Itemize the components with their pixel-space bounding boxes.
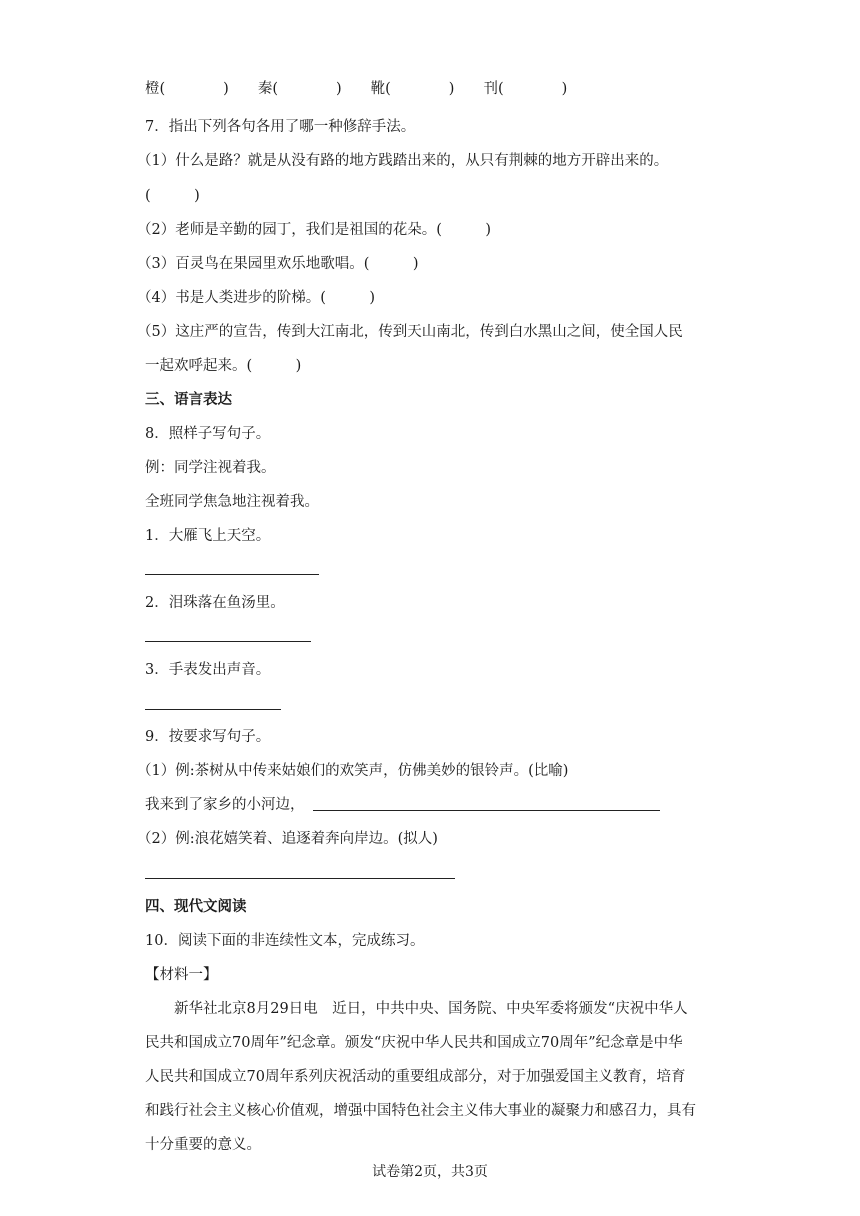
page-footer: 试卷第2页，共3页 xyxy=(372,1164,488,1180)
q8-answer-line-1[interactable] xyxy=(145,574,319,575)
section4-title: 四、现代文阅读 xyxy=(145,898,247,915)
material-paragraph-line-5: 十分重要的意义。 xyxy=(145,1137,261,1153)
q7-item-3: （3）百灵鸟在果园里欢乐地歌唱。( ) xyxy=(137,256,419,272)
q8-answer-line-3[interactable] xyxy=(145,709,281,710)
material-paragraph-line-2: 民共和国成立70周年”纪念章。颁发“庆祝中华人民共和国成立70周年”纪念章是中华 xyxy=(145,1035,683,1051)
q10-prompt: 10．阅读下面的非连续性文本，完成练习。 xyxy=(145,933,425,949)
material-paragraph-line-4: 和践行社会主义核心价值观，增强中国特色社会主义伟大事业的凝聚力和感召力，具有 xyxy=(145,1103,696,1119)
material-paragraph-line-1: 新华社北京8月29日电 近日，中共中央、国务院、中央军委将颁发“庆祝中华人 xyxy=(174,1001,688,1017)
q7-item-1: （1）什么是路？就是从没有路的地方践踏出来的，从只有荆棘的地方开辟出来的。 xyxy=(137,153,669,169)
q7-item-2: （2）老师是辛勤的园丁，我们是祖国的花朵。( ) xyxy=(137,222,492,238)
q7-item-4: （4）书是人类进步的阶梯。( ) xyxy=(137,290,376,306)
q9-item-2: （2）例:浪花嬉笑着、追逐着奔向岸边。(拟人) xyxy=(137,831,438,847)
q9-answer-line-2[interactable] xyxy=(145,878,455,879)
q8-item-2: 2．泪珠落在鱼汤里。 xyxy=(145,595,285,611)
q9-answer-line-1[interactable] xyxy=(313,810,660,811)
q8-example-1: 例：同学注视着我。 xyxy=(145,460,276,476)
section3-title: 三、语言表达 xyxy=(145,391,232,408)
q7-item-5: （5）这庄严的宣告，传到大江南北，传到天山南北，传到白水黑山之间，使全国人民 xyxy=(137,324,683,340)
q9-prompt: 9．按要求写句子。 xyxy=(145,729,271,745)
q8-answer-line-2[interactable] xyxy=(145,641,311,642)
q7-item-1-blank: ( ) xyxy=(145,188,200,204)
material-label: 【材料一】 xyxy=(145,967,218,983)
q8-example-2: 全班同学焦急地注视着我。 xyxy=(145,494,319,510)
q8-prompt: 8．照样子写句子。 xyxy=(145,426,271,442)
q6-line: 橙( ) 秦( ) 靴( ) 刊( ) xyxy=(145,81,568,97)
q9-item-1-answer-prefix: 我来到了家乡的小河边， xyxy=(145,797,305,813)
q8-item-1: 1．大雁飞上天空。 xyxy=(145,528,271,544)
q9-item-1: （1）例:茶树从中传来姑娘们的欢笑声，仿佛美妙的银铃声。(比喻) xyxy=(137,763,569,779)
q7-item-5-cont: 一起欢呼起来。( ) xyxy=(145,358,302,374)
q7-prompt: 7．指出下列各句各用了哪一种修辞手法。 xyxy=(145,119,416,135)
material-paragraph-line-3: 人民共和国成立70周年系列庆祝活动的重要组成部分，对于加强爱国主义教育，培育 xyxy=(145,1069,686,1085)
q8-item-3: 3．手表发出声音。 xyxy=(145,662,271,678)
